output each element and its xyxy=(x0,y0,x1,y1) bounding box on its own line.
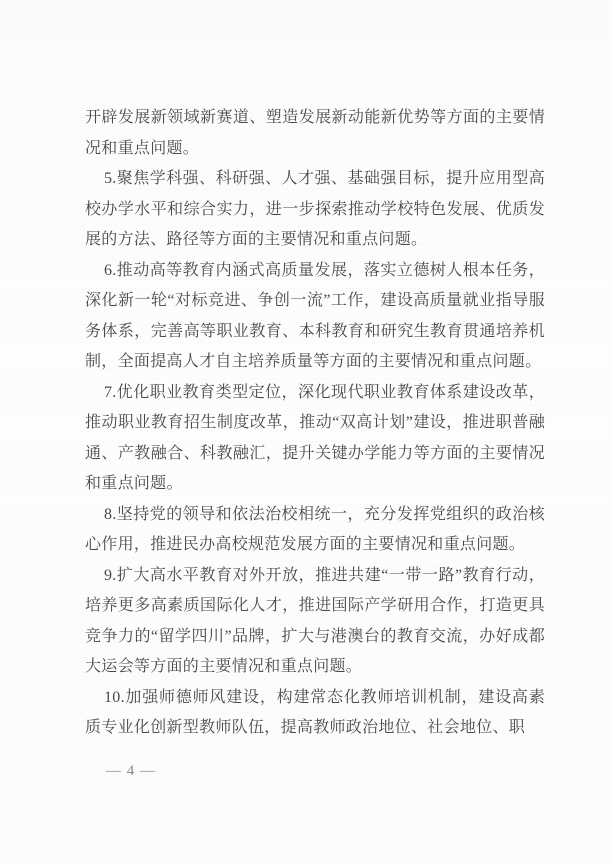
paragraph-item-5: 5.聚焦学科强、科研强、人才强、基础强目标，提升应用型高校办学水平和综合实力，进一步探索推动学校特色发展、优质发展的方法、路径等方面的主要情况和重点问题。 xyxy=(85,170,545,248)
paragraph-item-9: 9.扩大高水平教育对外开放，推进共建“一带一路”教育行动，培养更多高素质国际化人才，推进国际产学研用合作，打造更具竞争力的“留学四川”品牌，扩大与港澳台的教育交流，办好成都大运会等方面的主要情况和重点问题。 xyxy=(85,566,545,675)
paragraph-item-8: 8.坚持党的领导和依法治校相统一，充分发挥党组织的政治核心作用，推进民办高校规范发展方面的主要情况和重点问题。 xyxy=(85,505,545,553)
paragraph-item-6: 6.推动高等教育内涵式高质量发展，落实立德树人根本任务，深化新一轮“对标竞进、争创一流”工作，建设高质量就业指导服务体系，完善高等职业教育、本科教育和研究生教育贯通培养机制，全面提高人才自主培养质量等方面的主要情况和重点问题。 xyxy=(85,261,545,370)
document-body-text xyxy=(85,103,545,744)
paragraph-item-7: 7.优化职业教育类型定位，深化现代职业教育体系建设改革，推动职业教育招生制度改革，推动“双高计划”建设，推进职普融通、产教融合、科教融汇，提升关键办学能力等方面的主要情况和重点问题。 xyxy=(85,383,545,492)
paragraph-continuation: 开辟发展新领域新赛道、塑造发展新动能新优势等方面的主要情况和重点问题。 xyxy=(85,109,545,157)
paragraph-item-10: 10.加强师德师风建设，构建常态化教师培训机制，建设高素质专业化创新型教师队伍，提高教师政治地位、社会地位、职 xyxy=(85,688,545,736)
page-number: — 4 — xyxy=(106,763,156,779)
